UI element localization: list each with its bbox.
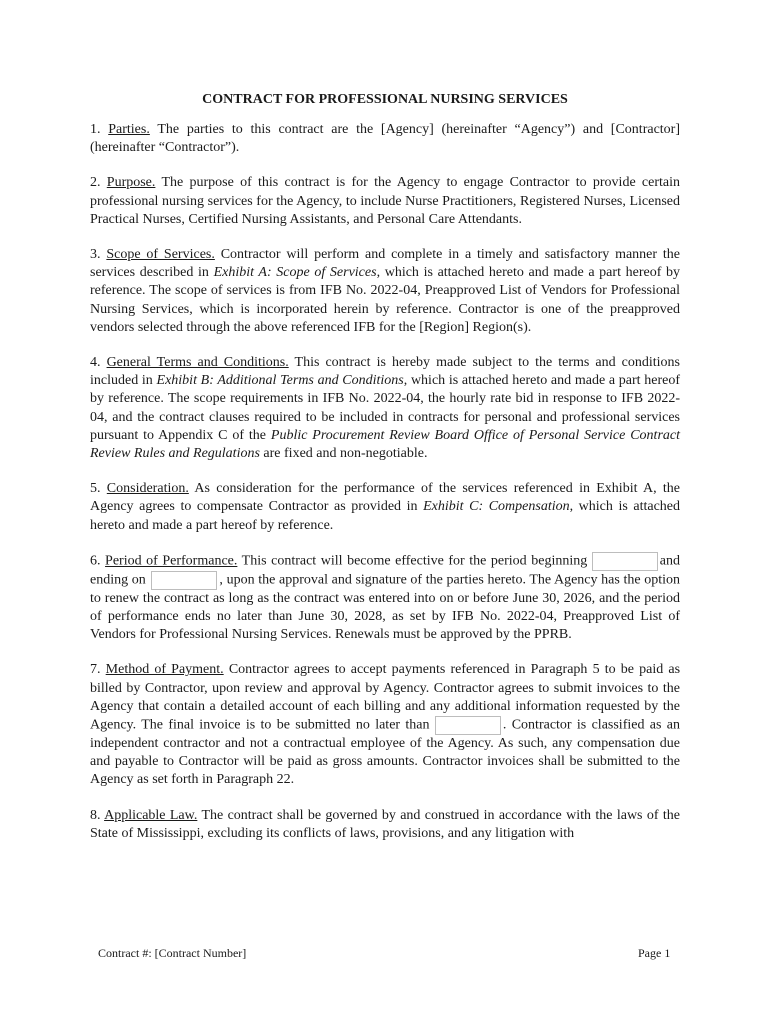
section-text: Contractor agrees to accept payments referenced in Paragraph 5 to be paid as billed by Contractor, upon review and approval by Agency. Contractor agrees to submit invoices to the Agency that contain a detailed account of each billing and any additional information requested by the Agency. The final invoice is to be submitted no later than [90,662,681,733]
section-heading: Parties. [108,122,150,137]
section-text: and ending on [90,553,680,588]
exhibit-c-reference: Exhibit C: Compensation [423,499,570,515]
section-text: . Contractor is classified as an independent contractor and not a contractual employee of the Agency. As such, any compensation due and payable to Contractor will be paid as gross amounts. Contractor invoices shall be submitted to the Agency as set forth in Paragraph 22. [90,717,681,788]
section-parties [90,121,680,157]
section-text: Contractor will perform and complete in a timely and satisfactory manner the services described in [90,247,681,281]
section-method-of-payment [90,661,680,789]
section-applicable-law [90,807,680,843]
exhibit-a-reference: Exhibit A: Scope of Services [213,265,377,281]
section-text: , upon the approval and signature of the parties hereto. The Agency has the option to renew the contract as long as the contract was entered into on or before June 30, 2026, and the period of performance ends no later than June 30, 2028, as set by IFB No. 2022-04, Preapproved List of Vendors for Professional Nursing Services. Renewals must be approved by the PPRB. [90,572,681,643]
section-text: The contract shall be governed by and construed in accordance with the laws of the State of Mississippi, excluding its conflicts of laws, provisions, and any litigation with [90,807,680,841]
section-text: This contract will become effective for the period beginning [241,553,588,569]
exhibit-b-reference: Exhibit B: Additional Terms and Conditions [156,373,404,389]
section-number: 1. [90,122,101,137]
section-text: This contract is hereby made subject to the terms and conditions included in [90,355,681,389]
section-general-terms [90,354,680,463]
section-text: The parties to this contract are the [Agency] (hereinafter “Agency”) and [Contractor] (hereinafter “Contractor”). [90,122,680,156]
section-heading: Consideration. [106,481,189,497]
section-heading: Purpose. [106,175,156,191]
section-consideration [90,480,680,535]
section-heading: Method of Payment. [105,662,224,678]
section-number: 4. [90,355,101,371]
section-text: As consideration for the performance of the services referenced in Exhibit A, the Agency agrees to compensate Contractor as provided in [90,481,680,515]
section-number: 5. [90,481,101,497]
section-heading: Scope of Services. [106,247,215,263]
end-date-field[interactable] [151,571,217,590]
section-period-of-performance [90,552,680,645]
final-invoice-date-field[interactable] [435,716,501,735]
footer-contract-number: Contract #: [Contract Number] [98,946,247,960]
section-text: , which is attached hereto and made a part hereof by reference. [90,499,681,533]
section-heading: Period of Performance. [105,553,238,569]
section-purpose [90,174,680,229]
section-number: 2. [90,175,101,191]
section-number: 3. [90,247,101,263]
section-text: , which is attached hereto and made a part hereof by reference. The scope requirements in IFB No. 2022-04, the hourly rate bid in response to IFB 2022-04, and the contract clauses required to be included in contracts for personal and professional services pursuant to Appendix C of the [90,373,680,443]
pprb-rules-reference: Public Procurement Review Board Office of Personal Service Contract Review Rules and Regulations [90,427,680,462]
document-title: CONTRACT FOR PROFESSIONAL NURSING SERVICES [202,92,568,107]
section-number: 6. [90,553,101,569]
document-page [90,91,680,860]
section-heading: General Terms and Conditions. [106,355,289,371]
start-date-field[interactable] [592,552,658,571]
footer-page-number: Page 1 [638,946,671,960]
section-text: The purpose of this contract is for the Agency to engage Contractor to provide certain professional nursing services for the Agency, to include Nurse Practitioners, Registered Nurses, Licensed Practical Nurses, Certified Nursing Assistants, and Personal Care Attendants. [90,175,681,227]
section-scope [90,246,680,337]
section-number: 7. [90,662,101,678]
section-text: , which is attached hereto and made a part hereof by reference. The scope of services is from IFB No. 2022-04, Preapproved List of Vendors for Professional Nursing Services, which is incorporated herein by reference. Contractor is one of the preapproved vendors selected through the above referenced IFB for the [Region] Region(s). [90,265,681,335]
section-text: are fixed and non-negotiable. [263,446,428,462]
section-heading: Applicable Law. [104,807,198,823]
section-number: 8. [90,807,101,823]
